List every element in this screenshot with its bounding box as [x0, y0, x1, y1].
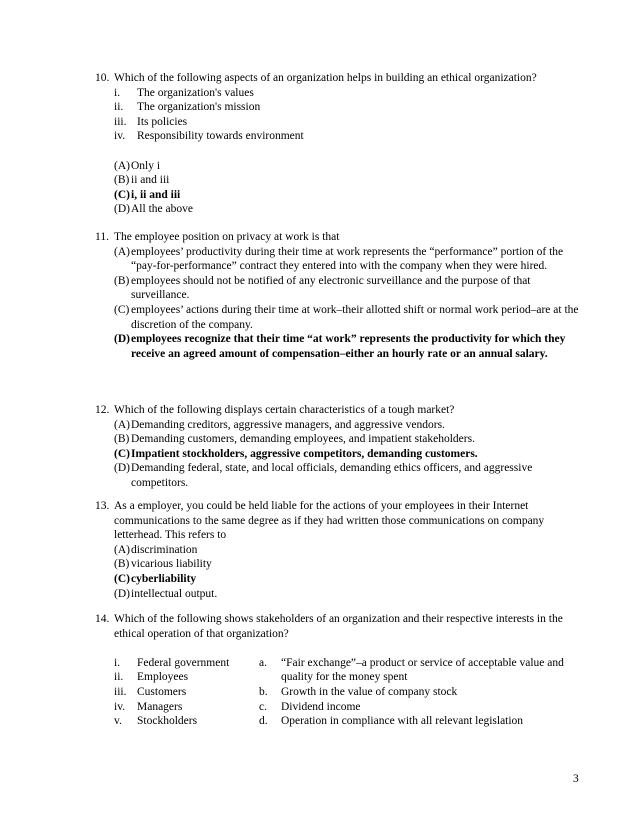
list-item: a. “Fair exchange”–a product or service of acceptable value and quality for the money spent	[259, 656, 564, 684]
list-item: iii. Customers	[114, 685, 187, 698]
list-item: iv. Managers	[114, 700, 183, 713]
question-text: Which of the following aspects of an organization helps in building an ethical organization?	[114, 72, 537, 84]
option-a: (A) Demanding creditors, aggressive managers, and aggressive vendors.	[114, 418, 445, 431]
question-10	[95, 71, 585, 217]
list-item: ii. Employees	[114, 671, 189, 684]
question-number: 14.	[95, 613, 110, 625]
option-c: (C) employees’ actions during their time at work–their allotted shift or normal work period–are at the discretion of the company.	[114, 303, 579, 331]
list-item: iv. Responsibility towards environment	[114, 130, 304, 143]
question-14	[95, 612, 585, 729]
question-number: 11.	[95, 231, 109, 243]
interest-column	[259, 656, 585, 729]
question-11	[95, 230, 585, 361]
matching-table	[114, 656, 585, 729]
option-b: (B) ii and iii	[114, 174, 170, 187]
question-number: 13.	[95, 500, 110, 512]
question-13	[95, 499, 585, 601]
option-a: (A) Only i	[114, 159, 161, 172]
list-item: c. Dividend income	[259, 700, 361, 713]
option-d: (D) All the above	[114, 203, 193, 216]
question-number: 10.	[95, 72, 110, 84]
question-number: 12.	[95, 404, 110, 416]
question-text: Which of the following displays certain characteristics of a tough market?	[114, 404, 455, 416]
option-a: (A) discrimination	[114, 543, 198, 556]
page-number: 3	[573, 773, 579, 785]
option-b: (B) Demanding customers, demanding employees, and impatient stakeholders.	[114, 433, 475, 446]
question-text: As a employer, you could be held liable for the actions of your employees in their Internet communications to the same degree as if they had written those communications on company letterhead. This refers to	[114, 500, 545, 542]
question-text: The employee position on privacy at work is that	[114, 231, 340, 243]
stakeholder-column	[114, 656, 259, 729]
list-item: ii. The organization's mission	[114, 101, 261, 114]
option-b: (B) vicarious liability	[114, 558, 212, 571]
option-d: (D) Demanding federal, state, and local officials, demanding ethics officers, and aggressive competitors.	[114, 462, 533, 489]
option-c-answer: (C) cyberliability	[114, 572, 197, 585]
option-b: (B) employees should not be notified of any electronic surveillance and the purpose of that surveillance.	[114, 274, 531, 302]
question-12	[95, 403, 585, 491]
list-item: d. Operation in compliance with all relevant legislation	[259, 715, 524, 728]
list-item: iii. Its policies	[114, 115, 188, 128]
list-item: i. The organization's values	[114, 86, 254, 99]
question-text: Which of the following shows stakeholders of an organization and their respective interests in the ethical operation of that organization?	[114, 613, 563, 640]
option-d: (D) intellectual output.	[114, 587, 218, 600]
list-item: v. Stockholders	[114, 715, 198, 728]
option-d-answer: (D) employees recognize that their time “at work” represents the productivity for which they receive an agreed amount of compensation–either an hourly rate or an annual salary.	[114, 333, 566, 360]
list-item: i. Federal government	[114, 656, 230, 669]
option-a: (A) employees’ productivity during their time at work represents the “performance” portion of the “pay-for-performance” contract they entered into with the company when they were hired.	[114, 245, 564, 273]
option-c-answer: (C) i, ii and iii	[114, 188, 181, 201]
list-item: b. Growth in the value of company stock	[259, 685, 458, 698]
option-c-answer: (C) Impatient stockholders, aggressive competitors, demanding customers.	[114, 447, 478, 460]
